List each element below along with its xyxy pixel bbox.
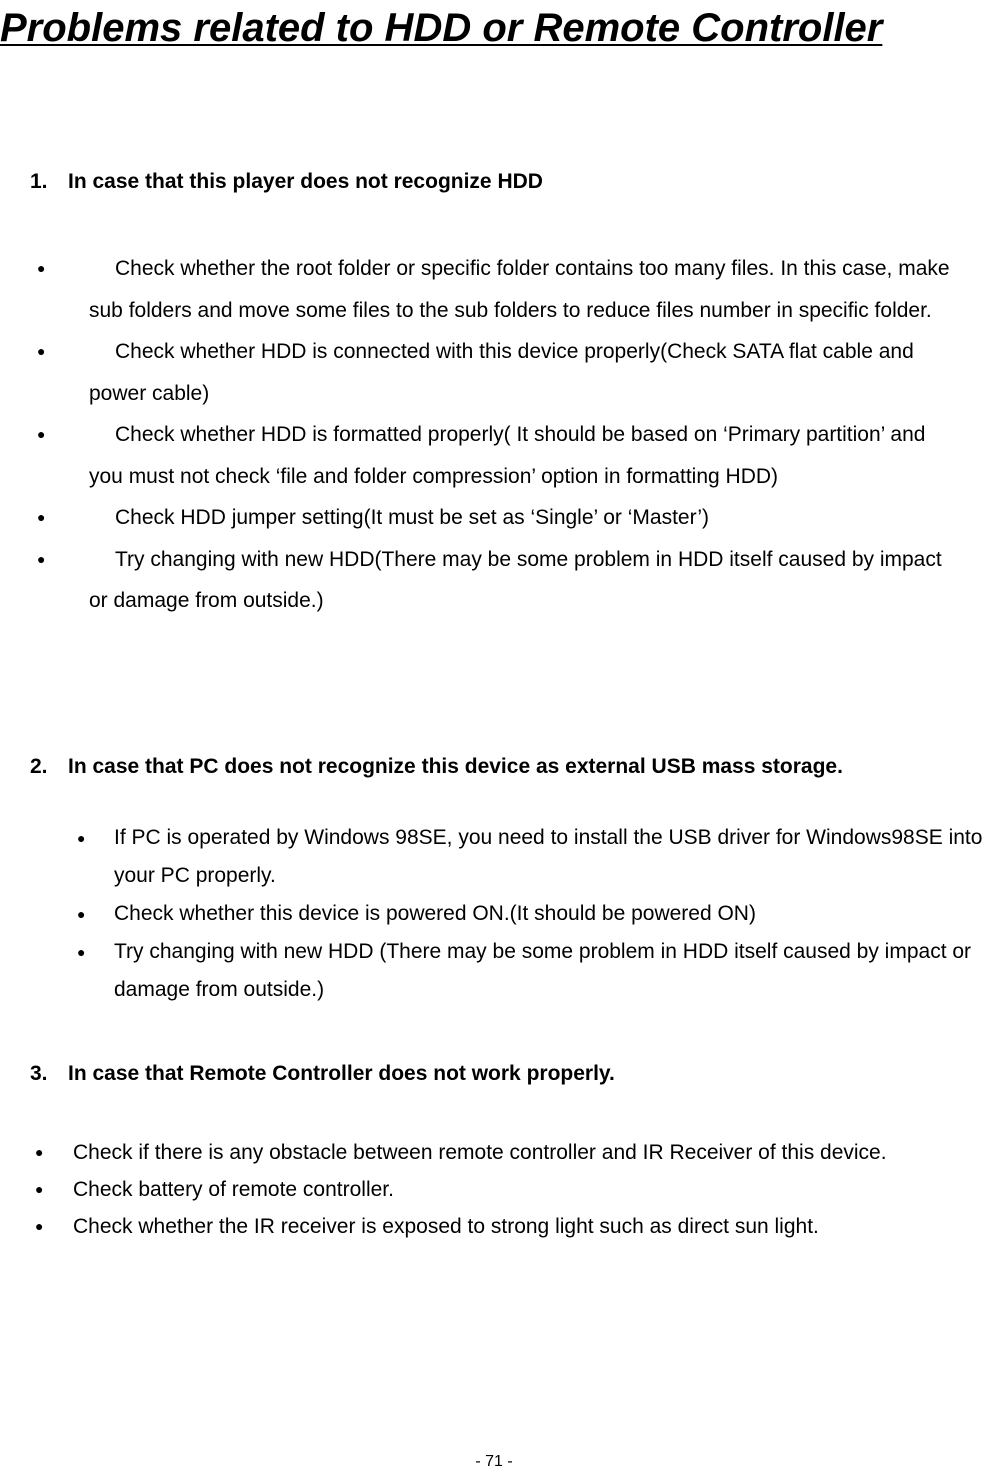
section-1-list — [0, 248, 960, 622]
section-2-list — [0, 819, 988, 1009]
section-2-heading — [30, 755, 843, 779]
bullet-icon: ● — [37, 550, 46, 567]
list-item-text: Try changing with new HDD(There may be some problem in HDD itself caused by impact or damage from outside.) — [89, 547, 942, 612]
bullet-icon: ● — [77, 944, 86, 960]
bullet-icon: ● — [35, 1181, 44, 1197]
list-item — [0, 1171, 988, 1208]
list-item-text: Check if there is any obstacle between remote controller and IR Receiver of this device. — [73, 1141, 887, 1164]
list-item-text: Check HDD jumper setting(It must be set as ‘Single’ or ‘Master’) — [115, 506, 710, 529]
list-item — [0, 1208, 988, 1245]
bullet-icon: ● — [37, 426, 46, 442]
bullet-icon: ● — [37, 509, 46, 525]
list-item — [0, 539, 960, 622]
list-item-text: Check whether the root folder or specific folder contains too many files. In this case, make sub folders and move some files to the sub folders to reduce files number in specific folder. — [89, 257, 950, 322]
list-item — [0, 1134, 988, 1171]
bullet-icon: ● — [37, 343, 46, 359]
section-3-number: 3. — [30, 1062, 48, 1085]
bullet-icon: ● — [77, 830, 86, 846]
list-item — [0, 819, 988, 895]
list-item — [0, 895, 988, 933]
list-item — [0, 248, 960, 331]
section-1-title: In case that this player does not recognize HDD — [68, 170, 543, 193]
bullet-icon: ● — [35, 1144, 44, 1160]
page-title: Problems related to HDD or Remote Controller — [0, 6, 883, 50]
section-1-number: 1. — [30, 170, 48, 193]
section-2-title: In case that PC does not recognize this device as external USB mass storage. — [68, 755, 843, 778]
bullet-icon: ● — [37, 260, 46, 276]
list-item — [0, 414, 960, 497]
list-item — [0, 933, 988, 1009]
section-1-heading — [30, 170, 543, 194]
bullet-icon: ● — [35, 1218, 44, 1234]
list-item — [0, 497, 960, 539]
section-3-list — [0, 1134, 988, 1245]
list-item-text: Check battery of remote controller. — [73, 1178, 394, 1201]
list-item-text: Check whether HDD is formatted properly( It should be based on ‘Primary partition’ and you must not check ‘file and folder compression’ option in formatting HDD) — [89, 423, 926, 488]
list-item-text: If PC is operated by Windows 98SE, you need to install the USB driver for Windows98SE into your PC properly. — [114, 826, 983, 887]
page-number: - 71 - — [475, 1453, 513, 1470]
list-item-text: Check whether the IR receiver is exposed to strong light such as direct sun light. — [73, 1215, 819, 1238]
section-3-heading — [30, 1062, 615, 1086]
list-item — [0, 331, 960, 414]
bullet-icon: ● — [77, 906, 86, 922]
list-item-text: Check whether HDD is connected with this device properly(Check SATA flat cable and power cable) — [89, 340, 914, 405]
section-2-number: 2. — [30, 755, 48, 778]
list-item-text: Try changing with new HDD (There may be some problem in HDD itself caused by impact or damage from outside.) — [114, 940, 972, 1001]
list-item-text: Check whether this device is powered ON.(It should be powered ON) — [114, 902, 756, 925]
section-3-title: In case that Remote Controller does not work properly. — [68, 1062, 615, 1085]
